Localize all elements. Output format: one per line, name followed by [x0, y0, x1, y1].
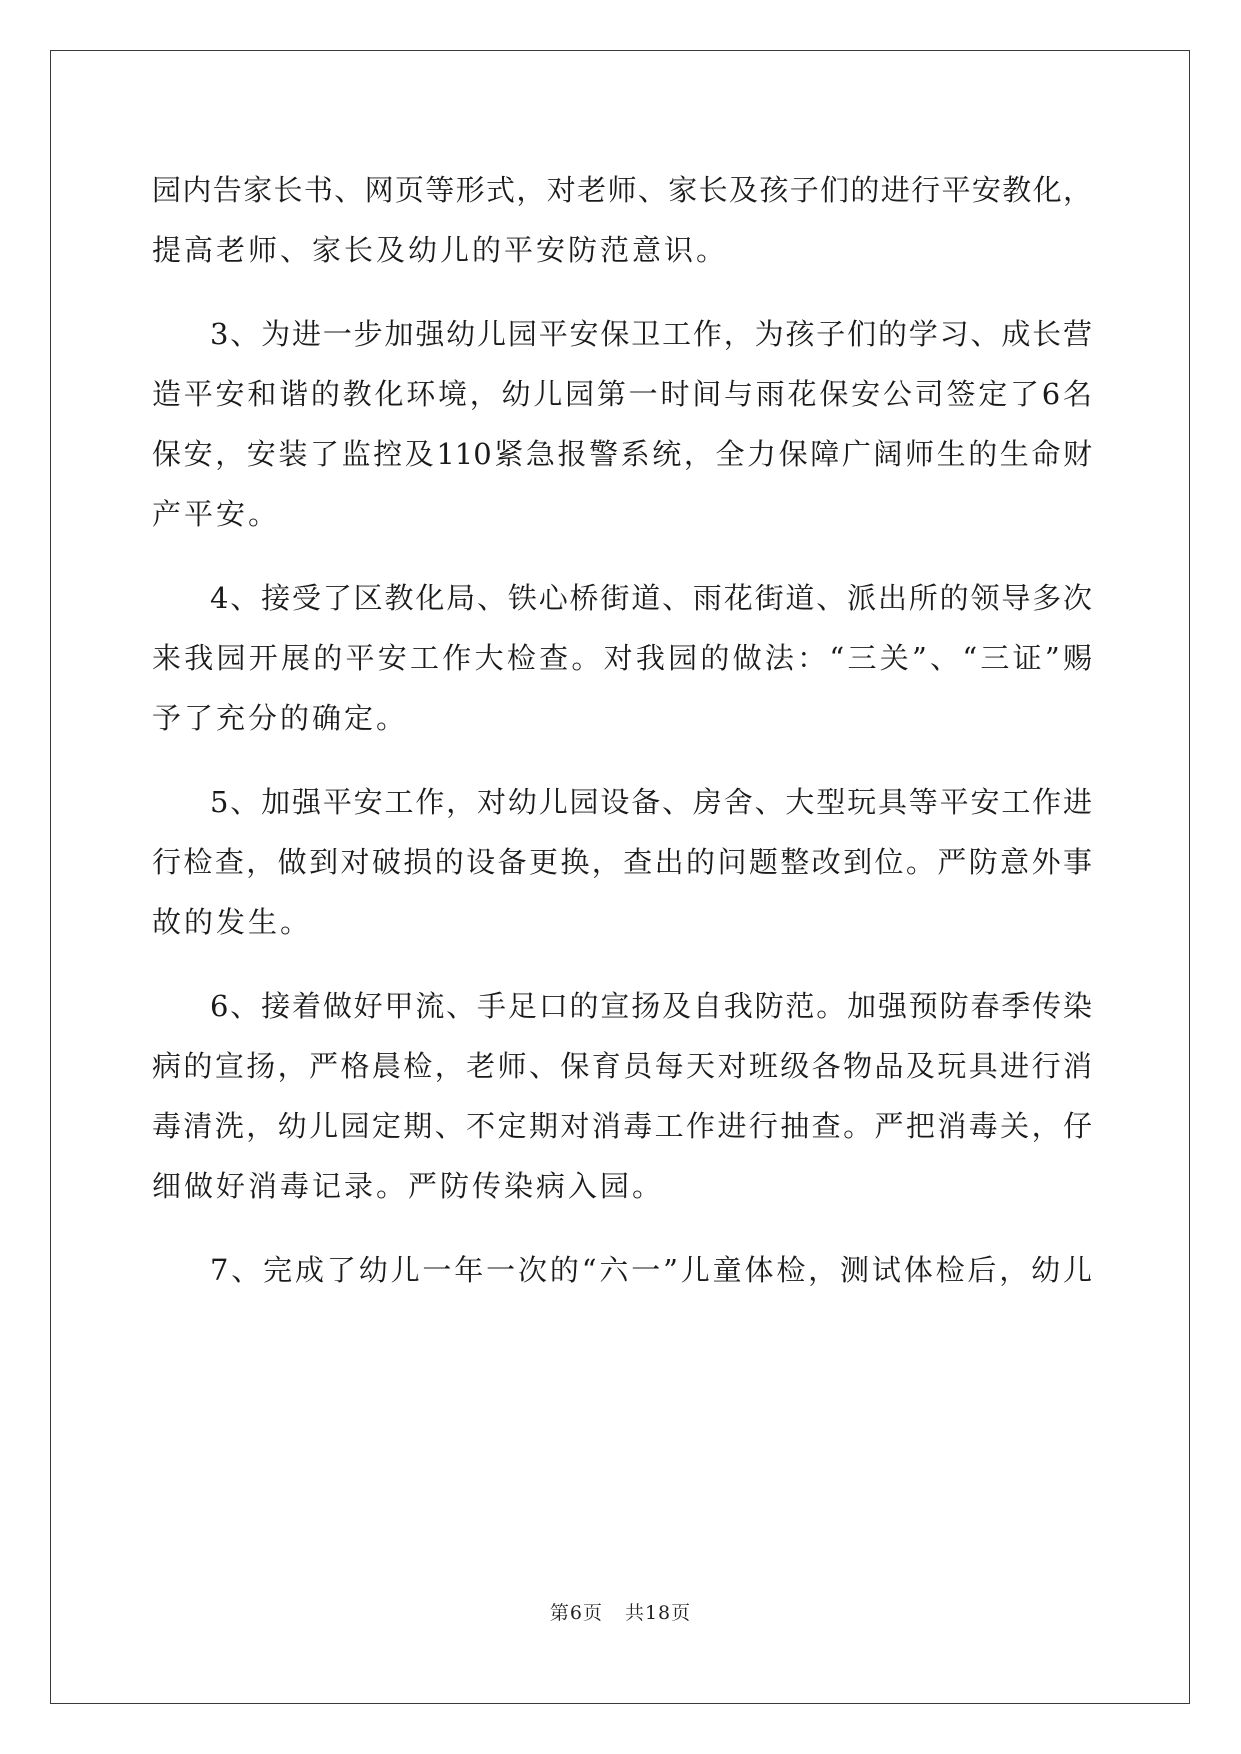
text-line: 园内告家长书、网页等形式，对老师、家长及孩子们的进行平安教化，	[152, 173, 1092, 207]
paragraph-5	[152, 772, 1092, 952]
page-footer	[0, 1598, 1241, 1625]
text-line: 5、加强平安工作，对幼儿园设备、房舍、大型玩具等平安工作进	[210, 785, 1092, 819]
text-line: 造平安和谐的教化环境，幼儿园第一时间与雨花保安公司签定了6名	[152, 377, 1092, 411]
text-line: 产平安。	[152, 497, 281, 531]
text-line: 来我园开展的平安工作大检查。对我园的做法：“三关”、“三证”赐	[152, 641, 1092, 675]
paragraph-1	[152, 160, 1092, 280]
paragraph-7	[152, 1240, 1092, 1300]
paragraph-3	[152, 304, 1092, 544]
document-body	[152, 160, 1092, 1300]
text-line: 保安，安装了监控及110紧急报警系统，全力保障广阔师生的生命财	[152, 437, 1092, 471]
page-number: 第6页	[549, 1602, 603, 1624]
page-total: 共18页	[624, 1602, 692, 1624]
text-line: 毒清洗，幼儿园定期、不定期对消毒工作进行抽查。严把消毒关，仔	[152, 1109, 1092, 1143]
text-line: 予了充分的确定。	[152, 701, 409, 735]
text-line: 3、为进一步加强幼儿园平安保卫工作，为孩子们的学习、成长营	[210, 317, 1092, 351]
text-line: 4、接受了区教化局、铁心桥街道、雨花街道、派出所的领导多次	[210, 581, 1092, 615]
paragraph-4	[152, 568, 1092, 748]
text-line: 细做好消毒记录。严防传染病入园。	[152, 1169, 665, 1203]
text-line: 7、完成了幼儿一年一次的“六一”儿童体检，测试体检后，幼儿	[210, 1253, 1092, 1287]
paragraph-6	[152, 976, 1092, 1216]
text-line: 行检查，做到对破损的设备更换，查出的问题整改到位。严防意外事	[152, 845, 1092, 879]
text-line: 提高老师、家长及幼儿的平安防范意识。	[152, 233, 729, 267]
text-line: 故的发生。	[152, 905, 313, 939]
text-line: 6、接着做好甲流、手足口的宣扬及自我防范。加强预防春季传染	[210, 989, 1092, 1023]
text-line: 病的宣扬，严格晨检，老师、保育员每天对班级各物品及玩具进行消	[152, 1049, 1092, 1083]
